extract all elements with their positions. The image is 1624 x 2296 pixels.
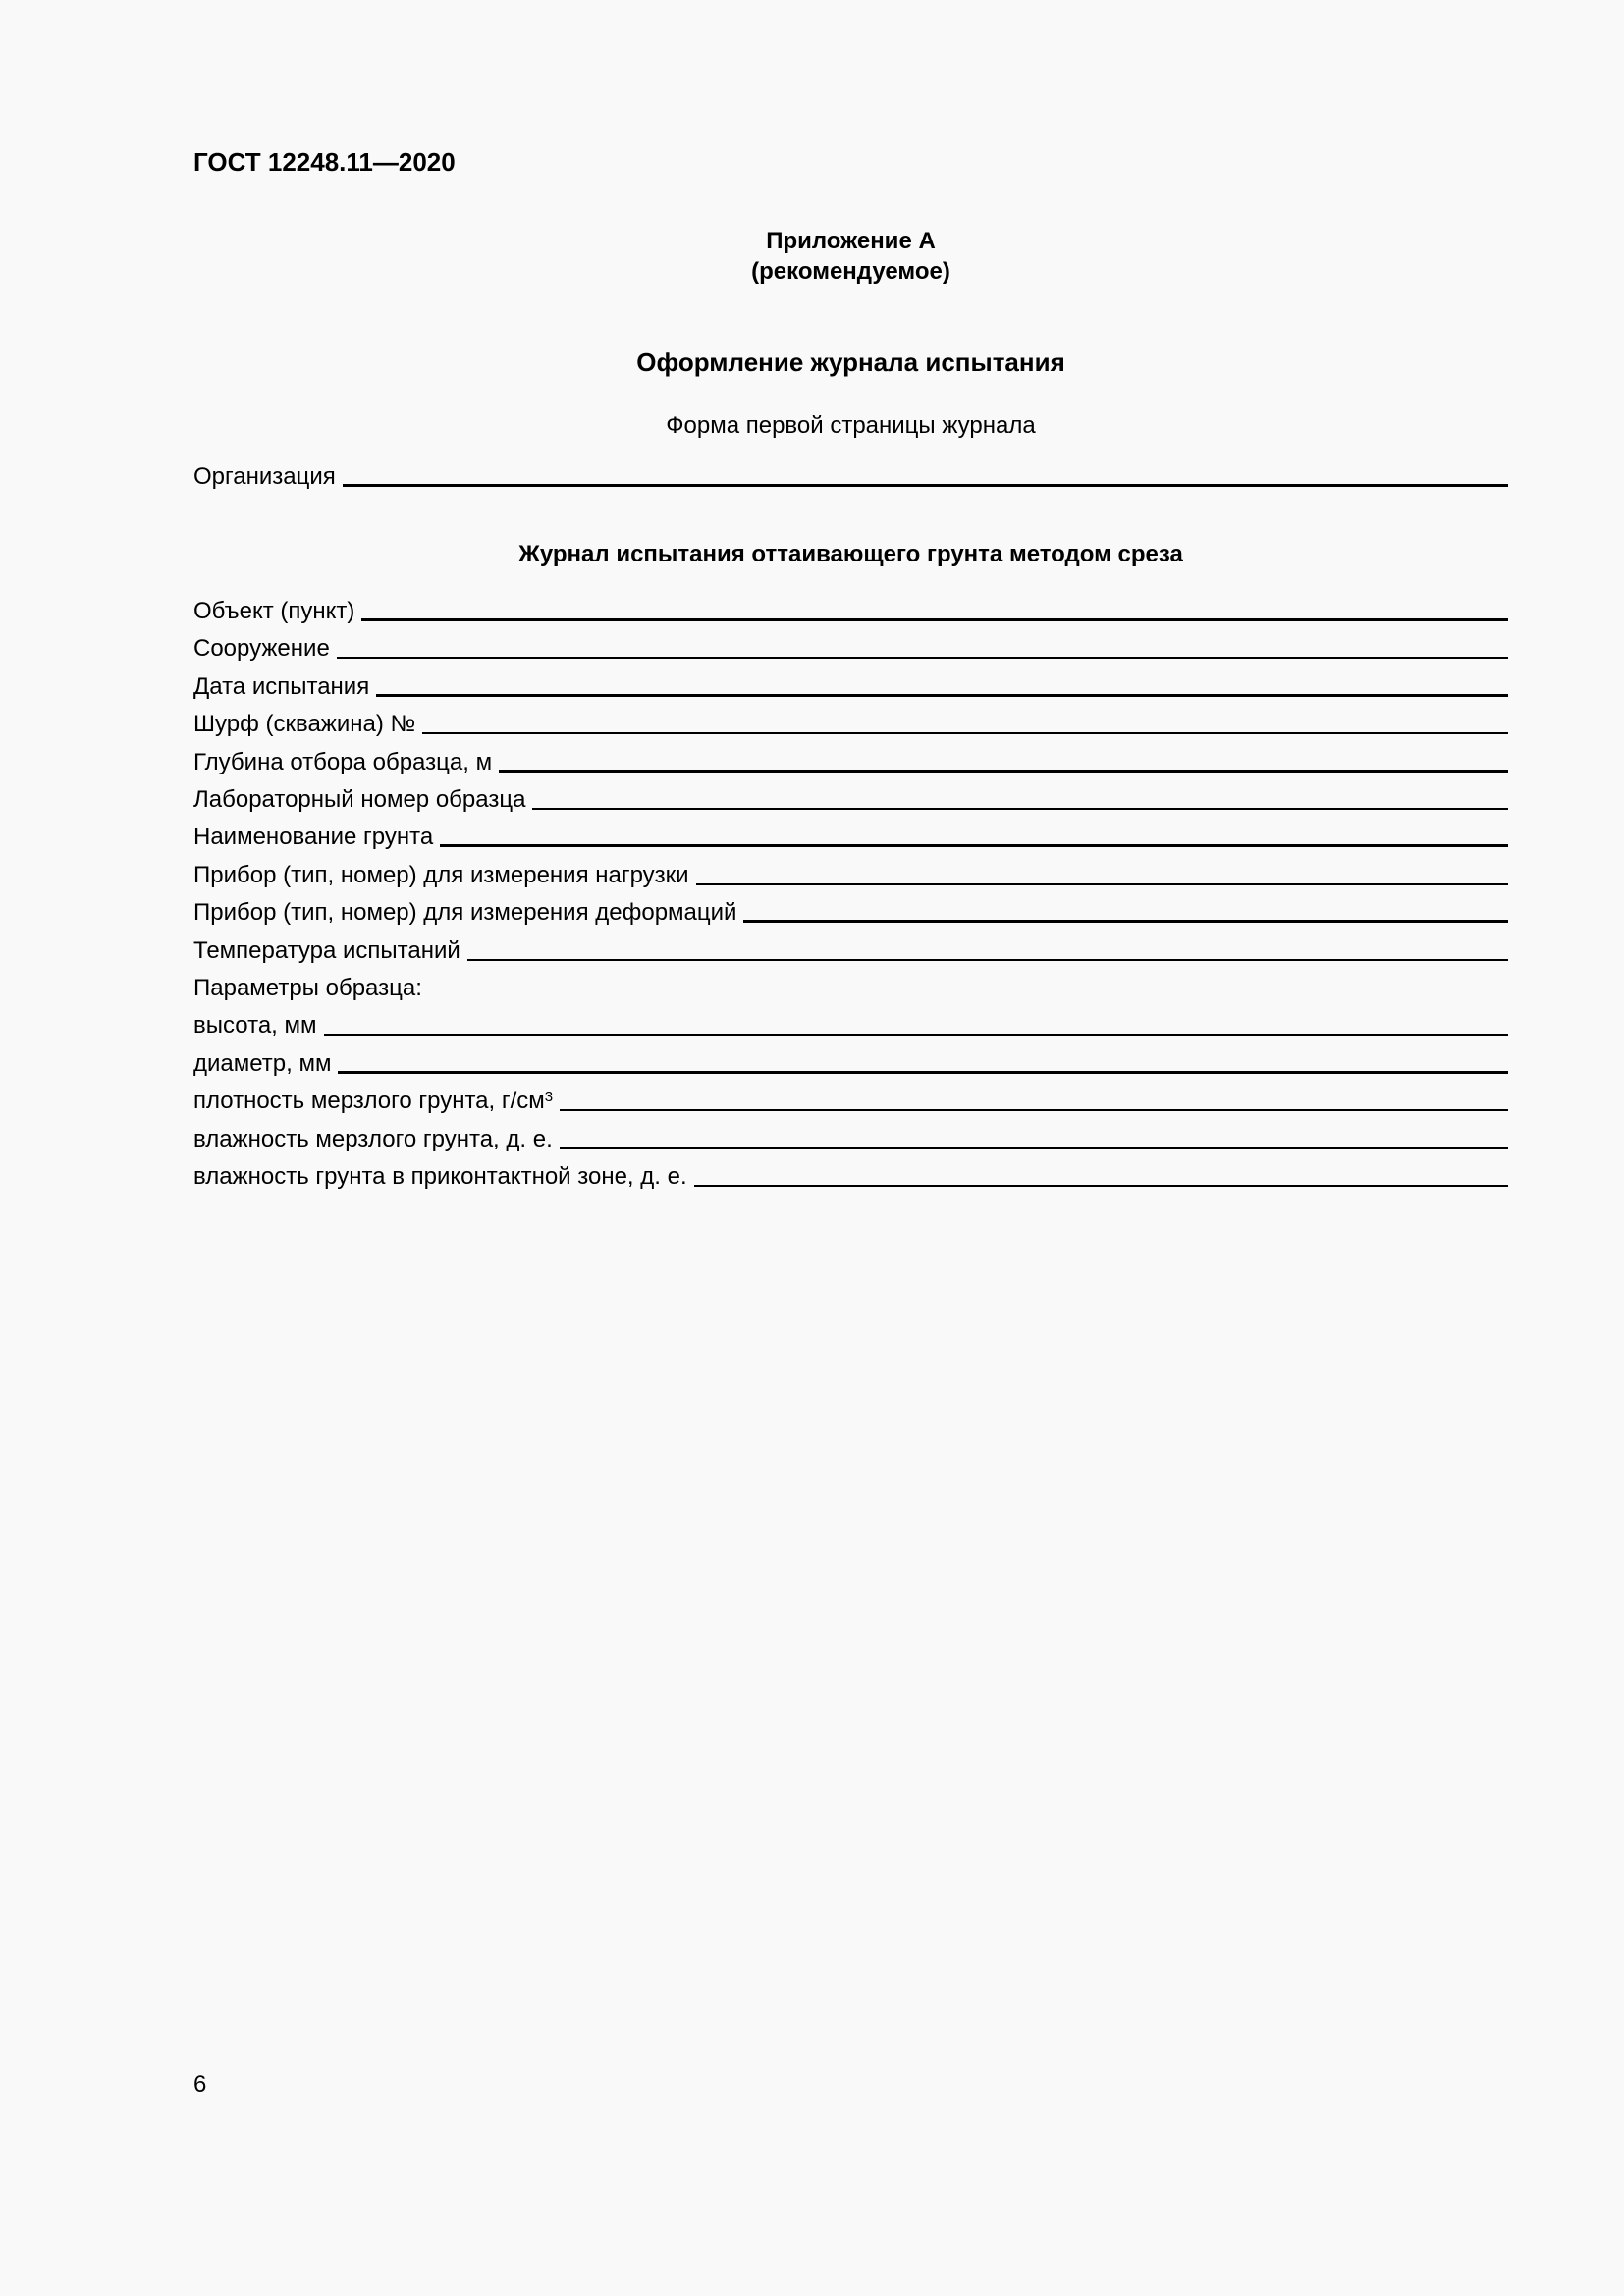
blank-line[interactable] <box>324 1034 1509 1036</box>
field-label-text: Глубина отбора образца, м <box>193 748 493 775</box>
blank-line[interactable] <box>343 484 1508 487</box>
blank-line[interactable] <box>499 770 1508 773</box>
form-field <box>193 709 1508 738</box>
field-label <box>193 598 354 625</box>
blank-line[interactable] <box>696 883 1508 885</box>
superscript: 3 <box>544 1089 554 1106</box>
form-field <box>193 860 1508 889</box>
form-field <box>193 1086 1508 1115</box>
field-label <box>193 1050 331 1078</box>
field-label <box>193 862 689 889</box>
field-label <box>193 711 415 738</box>
page-number: 6 <box>193 2071 207 2098</box>
field-label-text: плотность мерзлого грунта, г/см <box>193 1088 545 1115</box>
field-label <box>193 1126 553 1153</box>
annex-heading <box>193 226 1508 287</box>
blank-line[interactable] <box>467 959 1508 961</box>
journal-title: Журнал испытания оттаивающего грунта методом среза <box>518 541 1183 567</box>
blank-line[interactable] <box>361 618 1508 621</box>
blank-line[interactable] <box>560 1147 1508 1149</box>
form-field <box>193 747 1508 776</box>
form-field <box>193 1161 1508 1191</box>
field-label-text: Сооружение <box>193 635 330 663</box>
field-label-text: Шурф (скважина) № <box>193 711 416 738</box>
field-label <box>193 635 330 663</box>
form-field <box>193 784 1508 814</box>
params-heading-label: Параметры образца: <box>193 975 422 1001</box>
form-field <box>193 633 1508 663</box>
field-label <box>193 937 460 965</box>
form-field <box>193 671 1508 701</box>
field-label-text: Прибор (тип, номер) для измерения деформаций <box>193 899 737 927</box>
field-label <box>193 786 525 814</box>
field-label-text: Объект (пункт) <box>193 598 355 624</box>
blank-line[interactable] <box>337 657 1508 659</box>
blank-line[interactable] <box>532 808 1508 810</box>
field-label-text: Дата испытания <box>193 672 370 700</box>
field-label <box>193 673 369 701</box>
form-field <box>193 1048 1508 1078</box>
annex-title: Приложение А <box>766 228 936 254</box>
field-label <box>193 749 492 776</box>
blank-line[interactable] <box>338 1071 1508 1074</box>
blank-line[interactable] <box>694 1185 1508 1187</box>
form-caption: Форма первой страницы журнала <box>666 412 1036 439</box>
field-label-text: Температура испытаний <box>193 936 460 964</box>
blank-line[interactable] <box>422 732 1508 734</box>
field-label-text: влажность мерзлого грунта, д. е. <box>193 1125 553 1152</box>
blank-line[interactable] <box>376 694 1508 697</box>
field-label-text: высота, мм <box>193 1012 317 1040</box>
field-label-text: Лабораторный номер образца <box>193 786 526 813</box>
field-label <box>193 1088 553 1115</box>
form-field <box>193 1124 1508 1153</box>
annex-status: (рекомендуемое) <box>751 258 950 285</box>
field-label-text: влажность грунта в приконтактной зоне, д. е. <box>193 1163 687 1190</box>
field-label <box>193 1012 317 1040</box>
field-label <box>193 899 736 927</box>
blank-line[interactable] <box>440 844 1508 847</box>
form-field <box>193 822 1508 851</box>
form-field <box>193 935 1508 965</box>
field-label: Организация <box>193 463 336 490</box>
section-title: Оформление журнала испытания <box>636 347 1065 377</box>
organization-field <box>193 461 1508 491</box>
field-label-text: Наименование грунта <box>193 824 434 851</box>
form-field <box>193 1010 1508 1040</box>
blank-line[interactable] <box>560 1109 1508 1111</box>
document-code: ГОСТ 12248.11—2020 <box>193 147 456 177</box>
field-label-text: диаметр, мм <box>193 1049 332 1077</box>
blank-line[interactable] <box>743 920 1508 923</box>
form-field <box>193 596 1508 625</box>
field-label-text: Прибор (тип, номер) для измерения нагрузки <box>193 861 689 888</box>
form-field <box>193 897 1508 927</box>
field-label <box>193 824 433 851</box>
field-label <box>193 1163 687 1191</box>
params-heading <box>193 973 1508 1002</box>
